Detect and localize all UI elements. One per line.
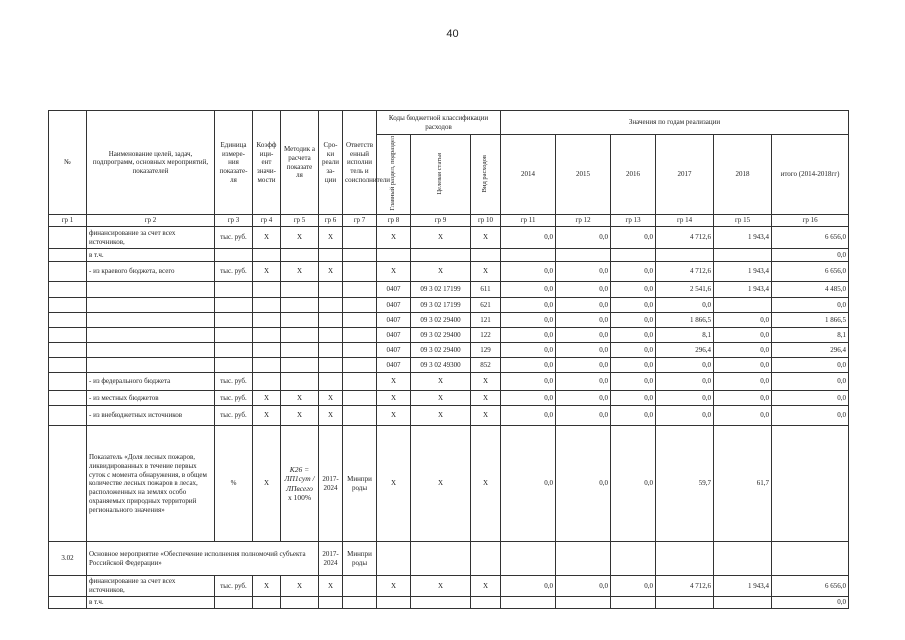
row-unit: тыс. руб. bbox=[215, 373, 253, 391]
header-num: № bbox=[49, 111, 87, 215]
column-number: гр 5 bbox=[281, 215, 319, 227]
header-code-section: Главный раздел, подраздел bbox=[377, 135, 411, 215]
row-num bbox=[49, 596, 87, 608]
row-value bbox=[611, 596, 656, 608]
column-number: гр 14 bbox=[656, 215, 714, 227]
row-name bbox=[87, 313, 215, 328]
row-value: 6 656,0 bbox=[772, 262, 849, 282]
table-row bbox=[49, 576, 849, 597]
row-value: 0,0 bbox=[656, 406, 714, 426]
row-code-type: 621 bbox=[471, 298, 501, 313]
row-code-type: 122 bbox=[471, 328, 501, 343]
row-value: 0,0 bbox=[556, 358, 611, 373]
row-unit bbox=[215, 282, 253, 298]
row-value: 1 943,4 bbox=[714, 282, 772, 298]
row-value: 0,0 bbox=[772, 249, 849, 262]
row-method bbox=[281, 249, 319, 262]
row-responsible bbox=[343, 406, 377, 426]
column-number: гр 10 bbox=[471, 215, 501, 227]
row-coef bbox=[253, 343, 281, 358]
row-value: 0,0 bbox=[556, 227, 611, 249]
table-row bbox=[49, 406, 849, 426]
row-value: 1 866,5 bbox=[772, 313, 849, 328]
table-row bbox=[49, 249, 849, 262]
row-value bbox=[714, 298, 772, 313]
header-year: 2014 bbox=[501, 135, 556, 215]
row-code-type: X bbox=[471, 391, 501, 406]
row-value bbox=[501, 249, 556, 262]
column-number: гр 11 bbox=[501, 215, 556, 227]
row-method bbox=[281, 313, 319, 328]
row-responsible bbox=[343, 298, 377, 313]
row-value: 6 656,0 bbox=[772, 576, 849, 597]
row-code-type: X bbox=[471, 373, 501, 391]
activity-row bbox=[49, 542, 849, 576]
row-responsible bbox=[343, 249, 377, 262]
header-code-article: Целевая статья bbox=[411, 135, 471, 215]
row-value: 0,0 bbox=[501, 262, 556, 282]
row-code-article: X bbox=[411, 262, 471, 282]
row-unit bbox=[215, 313, 253, 328]
indicator-code-article: X bbox=[411, 426, 471, 542]
column-number: гр 3 bbox=[215, 215, 253, 227]
row-value: 0,0 bbox=[501, 282, 556, 298]
row-code-type: X bbox=[471, 576, 501, 597]
row-code-type: 129 bbox=[471, 343, 501, 358]
row-code-section: X bbox=[377, 373, 411, 391]
column-number-row bbox=[49, 215, 849, 227]
row-value: 0,0 bbox=[772, 298, 849, 313]
header-name: Наименование целей, задач, подпрограмм, основных мероприятий, показателей bbox=[87, 111, 215, 215]
indicator-value: 61,7 bbox=[714, 426, 772, 542]
row-value: 0,0 bbox=[611, 313, 656, 328]
row-value: 4 712,6 bbox=[656, 227, 714, 249]
row-code-section: X bbox=[377, 391, 411, 406]
row-coef bbox=[253, 282, 281, 298]
indicator-value: 0,0 bbox=[611, 426, 656, 542]
row-value: 0,0 bbox=[772, 391, 849, 406]
row-value bbox=[556, 249, 611, 262]
indicator-coef: X bbox=[253, 426, 281, 542]
row-value: 0,0 bbox=[714, 328, 772, 343]
column-number: гр 6 bbox=[319, 215, 343, 227]
row-unit: тыс. руб. bbox=[215, 262, 253, 282]
header-code-type: Вид расходов bbox=[471, 135, 501, 215]
row-responsible bbox=[343, 227, 377, 249]
row-value: 0,0 bbox=[556, 328, 611, 343]
row-value: 0,0 bbox=[772, 358, 849, 373]
row-value: 0,0 bbox=[556, 343, 611, 358]
row-code-section: 0407 bbox=[377, 328, 411, 343]
row-num bbox=[49, 227, 87, 249]
row-value: 4 485,0 bbox=[772, 282, 849, 298]
row-num bbox=[49, 249, 87, 262]
row-method: X bbox=[281, 227, 319, 249]
row-code-article: 09 3 02 29400 bbox=[411, 343, 471, 358]
row-value: 0,0 bbox=[656, 358, 714, 373]
row-value: 296,4 bbox=[656, 343, 714, 358]
row-unit bbox=[215, 249, 253, 262]
row-value: 0,0 bbox=[611, 391, 656, 406]
row-value: 4 712,6 bbox=[656, 262, 714, 282]
column-number: гр 12 bbox=[556, 215, 611, 227]
row-code-type: 611 bbox=[471, 282, 501, 298]
row-value: 0,0 bbox=[611, 227, 656, 249]
table-row bbox=[49, 343, 849, 358]
row-value: 0,0 bbox=[772, 406, 849, 426]
row-coef bbox=[253, 358, 281, 373]
row-code-section: 0407 bbox=[377, 282, 411, 298]
row-num bbox=[49, 328, 87, 343]
row-value: 0,0 bbox=[556, 406, 611, 426]
row-value: 0,0 bbox=[501, 391, 556, 406]
row-term bbox=[319, 298, 343, 313]
row-code-article: 09 3 02 29400 bbox=[411, 313, 471, 328]
row-method bbox=[281, 298, 319, 313]
row-value: 8,1 bbox=[772, 328, 849, 343]
row-method bbox=[281, 358, 319, 373]
row-responsible bbox=[343, 328, 377, 343]
row-code-type: X bbox=[471, 262, 501, 282]
row-term bbox=[319, 358, 343, 373]
row-unit: тыс. руб. bbox=[215, 576, 253, 597]
row-code-type bbox=[471, 249, 501, 262]
row-value: 2 541,6 bbox=[656, 282, 714, 298]
table-row bbox=[49, 313, 849, 328]
row-coef bbox=[253, 313, 281, 328]
budget-table bbox=[48, 110, 849, 609]
row-value: 6 656,0 bbox=[772, 227, 849, 249]
row-name: в т.ч. bbox=[87, 596, 215, 608]
row-code-article: 09 3 02 17199 bbox=[411, 282, 471, 298]
row-value: 0,0 bbox=[501, 576, 556, 597]
row-term: X bbox=[319, 391, 343, 406]
row-coef bbox=[253, 298, 281, 313]
row-name bbox=[87, 328, 215, 343]
row-responsible bbox=[343, 391, 377, 406]
row-value: 0,0 bbox=[501, 358, 556, 373]
row-term bbox=[319, 373, 343, 391]
table-row bbox=[49, 373, 849, 391]
row-value: 0,0 bbox=[611, 328, 656, 343]
table-row bbox=[49, 298, 849, 313]
row-code-article: X bbox=[411, 391, 471, 406]
row-name: финансирование за счет всех источников, bbox=[87, 227, 215, 249]
row-method: X bbox=[281, 406, 319, 426]
row-term: X bbox=[319, 576, 343, 597]
row-value: 0,0 bbox=[611, 343, 656, 358]
row-value: 0,0 bbox=[501, 373, 556, 391]
row-num bbox=[49, 406, 87, 426]
row-name: - из федерального бюджета bbox=[87, 373, 215, 391]
header-year: 2017 bbox=[656, 135, 714, 215]
row-term: X bbox=[319, 227, 343, 249]
row-unit: тыс. руб. bbox=[215, 391, 253, 406]
row-code-section: 0407 bbox=[377, 298, 411, 313]
row-code-type: 121 bbox=[471, 313, 501, 328]
row-value bbox=[714, 249, 772, 262]
row-value: 0,0 bbox=[556, 576, 611, 597]
column-number: гр 9 bbox=[411, 215, 471, 227]
row-num bbox=[49, 262, 87, 282]
header-codes: Коды бюджетной классификации расходов bbox=[377, 111, 501, 135]
row-value: 0,0 bbox=[611, 358, 656, 373]
row-code-section: X bbox=[377, 406, 411, 426]
row-value: 0,0 bbox=[556, 282, 611, 298]
header-coef: Коэфф ици-ент значи-мости bbox=[253, 111, 281, 215]
row-value: 0,0 bbox=[611, 576, 656, 597]
indicator-value: 59,7 bbox=[656, 426, 714, 542]
row-num bbox=[49, 373, 87, 391]
row-value: 0,0 bbox=[772, 596, 849, 608]
row-num bbox=[49, 358, 87, 373]
header-method: Методик а расчета показате ля bbox=[281, 111, 319, 215]
column-number: гр 16 bbox=[772, 215, 849, 227]
row-num bbox=[49, 282, 87, 298]
column-number: гр 2 bbox=[87, 215, 215, 227]
table-row bbox=[49, 391, 849, 406]
row-code-article: X bbox=[411, 406, 471, 426]
row-value: 0,0 bbox=[714, 373, 772, 391]
row-coef bbox=[253, 249, 281, 262]
row-name bbox=[87, 343, 215, 358]
row-code-article: X bbox=[411, 227, 471, 249]
row-value: 0,0 bbox=[656, 373, 714, 391]
row-unit bbox=[215, 343, 253, 358]
row-value: 0,0 bbox=[714, 358, 772, 373]
row-value: 0,0 bbox=[772, 373, 849, 391]
row-term bbox=[319, 328, 343, 343]
row-coef: X bbox=[253, 262, 281, 282]
row-unit bbox=[215, 596, 253, 608]
row-value: 1 943,4 bbox=[714, 262, 772, 282]
activity-term: 2017-2024 bbox=[319, 542, 343, 576]
indicator-unit: % bbox=[215, 426, 253, 542]
row-value: 0,0 bbox=[556, 373, 611, 391]
row-code-article: 09 3 02 17199 bbox=[411, 298, 471, 313]
row-name: - из внебюджетных источников bbox=[87, 406, 215, 426]
row-value: 0,0 bbox=[501, 298, 556, 313]
row-num bbox=[49, 313, 87, 328]
row-num bbox=[49, 298, 87, 313]
table-row bbox=[49, 227, 849, 249]
row-method bbox=[281, 373, 319, 391]
row-value: 0,0 bbox=[556, 313, 611, 328]
header-year: 2016 bbox=[611, 135, 656, 215]
row-name bbox=[87, 282, 215, 298]
page-number: 40 bbox=[446, 28, 459, 40]
row-unit: тыс. руб. bbox=[215, 406, 253, 426]
row-value: 0,0 bbox=[714, 313, 772, 328]
column-number: гр 15 bbox=[714, 215, 772, 227]
header-year: 2015 bbox=[556, 135, 611, 215]
indicator-value bbox=[772, 426, 849, 542]
indicator-value: 0,0 bbox=[501, 426, 556, 542]
row-num bbox=[49, 343, 87, 358]
row-responsible bbox=[343, 596, 377, 608]
row-value: 0,0 bbox=[501, 313, 556, 328]
row-value: 0,0 bbox=[714, 391, 772, 406]
row-value bbox=[714, 596, 772, 608]
row-value: 0,0 bbox=[501, 227, 556, 249]
row-code-section bbox=[377, 596, 411, 608]
indicator-name: Показатель «Доля лесных пожаров, ликвидированных в течение первых суток с момента обнаружения, в общем количестве лесных пожаров в лесах, расположенных на землях особо охраняемых природных территорий регионального значения» bbox=[87, 426, 215, 542]
row-name bbox=[87, 298, 215, 313]
row-value: 1 943,4 bbox=[714, 576, 772, 597]
row-unit bbox=[215, 358, 253, 373]
row-num bbox=[49, 576, 87, 597]
row-value: 296,4 bbox=[772, 343, 849, 358]
row-code-article bbox=[411, 249, 471, 262]
header-responsible: Ответств енный исполни тель и соисполнители bbox=[343, 111, 377, 215]
row-value: 0,0 bbox=[611, 282, 656, 298]
row-name: - из местных бюджетов bbox=[87, 391, 215, 406]
row-value: 1 943,4 bbox=[714, 227, 772, 249]
row-code-section: 0407 bbox=[377, 313, 411, 328]
row-value: 0,0 bbox=[501, 328, 556, 343]
column-number: гр 7 bbox=[343, 215, 377, 227]
row-value: 4 712,6 bbox=[656, 576, 714, 597]
indicator-code-section: X bbox=[377, 426, 411, 542]
row-value: 0,0 bbox=[714, 406, 772, 426]
row-method bbox=[281, 328, 319, 343]
row-coef bbox=[253, 373, 281, 391]
row-value: 0,0 bbox=[556, 298, 611, 313]
row-coef bbox=[253, 596, 281, 608]
row-value bbox=[611, 249, 656, 262]
row-term bbox=[319, 282, 343, 298]
row-name: финансирование за счет всех источников, bbox=[87, 576, 215, 597]
row-num bbox=[49, 391, 87, 406]
row-value bbox=[656, 249, 714, 262]
row-value: 0,0 bbox=[656, 391, 714, 406]
row-code-section: X bbox=[377, 227, 411, 249]
row-responsible bbox=[343, 343, 377, 358]
row-responsible bbox=[343, 373, 377, 391]
indicator-value: 0,0 bbox=[556, 426, 611, 542]
row-method bbox=[281, 343, 319, 358]
table-row bbox=[49, 328, 849, 343]
row-method bbox=[281, 282, 319, 298]
row-name bbox=[87, 358, 215, 373]
row-term bbox=[319, 313, 343, 328]
row-code-article: X bbox=[411, 373, 471, 391]
activity-num: 3.02 bbox=[49, 542, 87, 576]
row-method: X bbox=[281, 262, 319, 282]
row-method: X bbox=[281, 576, 319, 597]
row-method: X bbox=[281, 391, 319, 406]
row-value: 1 866,5 bbox=[656, 313, 714, 328]
row-coef bbox=[253, 328, 281, 343]
row-code-article: X bbox=[411, 576, 471, 597]
row-name: - из краевого бюджета, всего bbox=[87, 262, 215, 282]
row-value: 0,0 bbox=[611, 406, 656, 426]
row-coef: X bbox=[253, 576, 281, 597]
row-value: 0,0 bbox=[611, 298, 656, 313]
table-row bbox=[49, 596, 849, 608]
row-coef: X bbox=[253, 227, 281, 249]
column-number: гр 13 bbox=[611, 215, 656, 227]
header-year: 2018 bbox=[714, 135, 772, 215]
row-code-section: X bbox=[377, 576, 411, 597]
row-method bbox=[281, 596, 319, 608]
row-value: 8,1 bbox=[656, 328, 714, 343]
indicator-code-type: X bbox=[471, 426, 501, 542]
column-number: гр 1 bbox=[49, 215, 87, 227]
row-responsible bbox=[343, 282, 377, 298]
row-term: X bbox=[319, 262, 343, 282]
row-term bbox=[319, 596, 343, 608]
row-value bbox=[556, 596, 611, 608]
row-term: X bbox=[319, 406, 343, 426]
indicator-row bbox=[49, 426, 849, 542]
row-value: 0,0 bbox=[501, 343, 556, 358]
row-value: 0,0 bbox=[611, 373, 656, 391]
row-value: 0,0 bbox=[611, 262, 656, 282]
indicator-responsible: Минпри роды bbox=[343, 426, 377, 542]
indicator-term: 2017-2024 bbox=[319, 426, 343, 542]
table-row bbox=[49, 262, 849, 282]
row-code-article bbox=[411, 596, 471, 608]
row-code-article: 09 3 02 29400 bbox=[411, 328, 471, 343]
row-responsible bbox=[343, 313, 377, 328]
row-coef: X bbox=[253, 406, 281, 426]
row-code-type: 852 bbox=[471, 358, 501, 373]
header-values-title: Значения по годам реализации bbox=[501, 111, 849, 135]
row-value bbox=[656, 596, 714, 608]
row-code-article: 09 3 02 49300 bbox=[411, 358, 471, 373]
header-unit: Единица измере-ния показате-ля bbox=[215, 111, 253, 215]
row-value bbox=[501, 596, 556, 608]
row-value: 0,0 bbox=[714, 343, 772, 358]
row-code-type bbox=[471, 596, 501, 608]
row-value: 0,0 bbox=[556, 391, 611, 406]
activity-name: Основное мероприятие «Обеспечение исполнения полномочий субъекта Российской Федерации» bbox=[87, 542, 319, 576]
row-code-type: X bbox=[471, 227, 501, 249]
row-code-section: X bbox=[377, 262, 411, 282]
indicator-formula: K26 = ЛП1сут / ЛПвсего x 100% bbox=[281, 426, 319, 542]
row-responsible bbox=[343, 262, 377, 282]
row-code-type: X bbox=[471, 406, 501, 426]
table-row bbox=[49, 358, 849, 373]
row-code-section: 0407 bbox=[377, 358, 411, 373]
row-unit bbox=[215, 298, 253, 313]
row-term bbox=[319, 249, 343, 262]
row-value: 0,0 bbox=[556, 262, 611, 282]
row-value: 0,0 bbox=[656, 298, 714, 313]
header-term: Сро-ки реали за-ции bbox=[319, 111, 343, 215]
column-number: гр 8 bbox=[377, 215, 411, 227]
row-code-section: 0407 bbox=[377, 343, 411, 358]
row-responsible bbox=[343, 576, 377, 597]
row-code-section bbox=[377, 249, 411, 262]
row-unit bbox=[215, 328, 253, 343]
row-coef: X bbox=[253, 391, 281, 406]
row-value: 0,0 bbox=[501, 406, 556, 426]
row-responsible bbox=[343, 358, 377, 373]
row-unit: тыс. руб. bbox=[215, 227, 253, 249]
row-name: в т.ч. bbox=[87, 249, 215, 262]
column-number: гр 4 bbox=[253, 215, 281, 227]
activity-responsible: Минпри роды bbox=[343, 542, 377, 576]
header-year-total: итого (2014-2018гг) bbox=[772, 135, 849, 215]
row-term bbox=[319, 343, 343, 358]
table-row bbox=[49, 282, 849, 298]
